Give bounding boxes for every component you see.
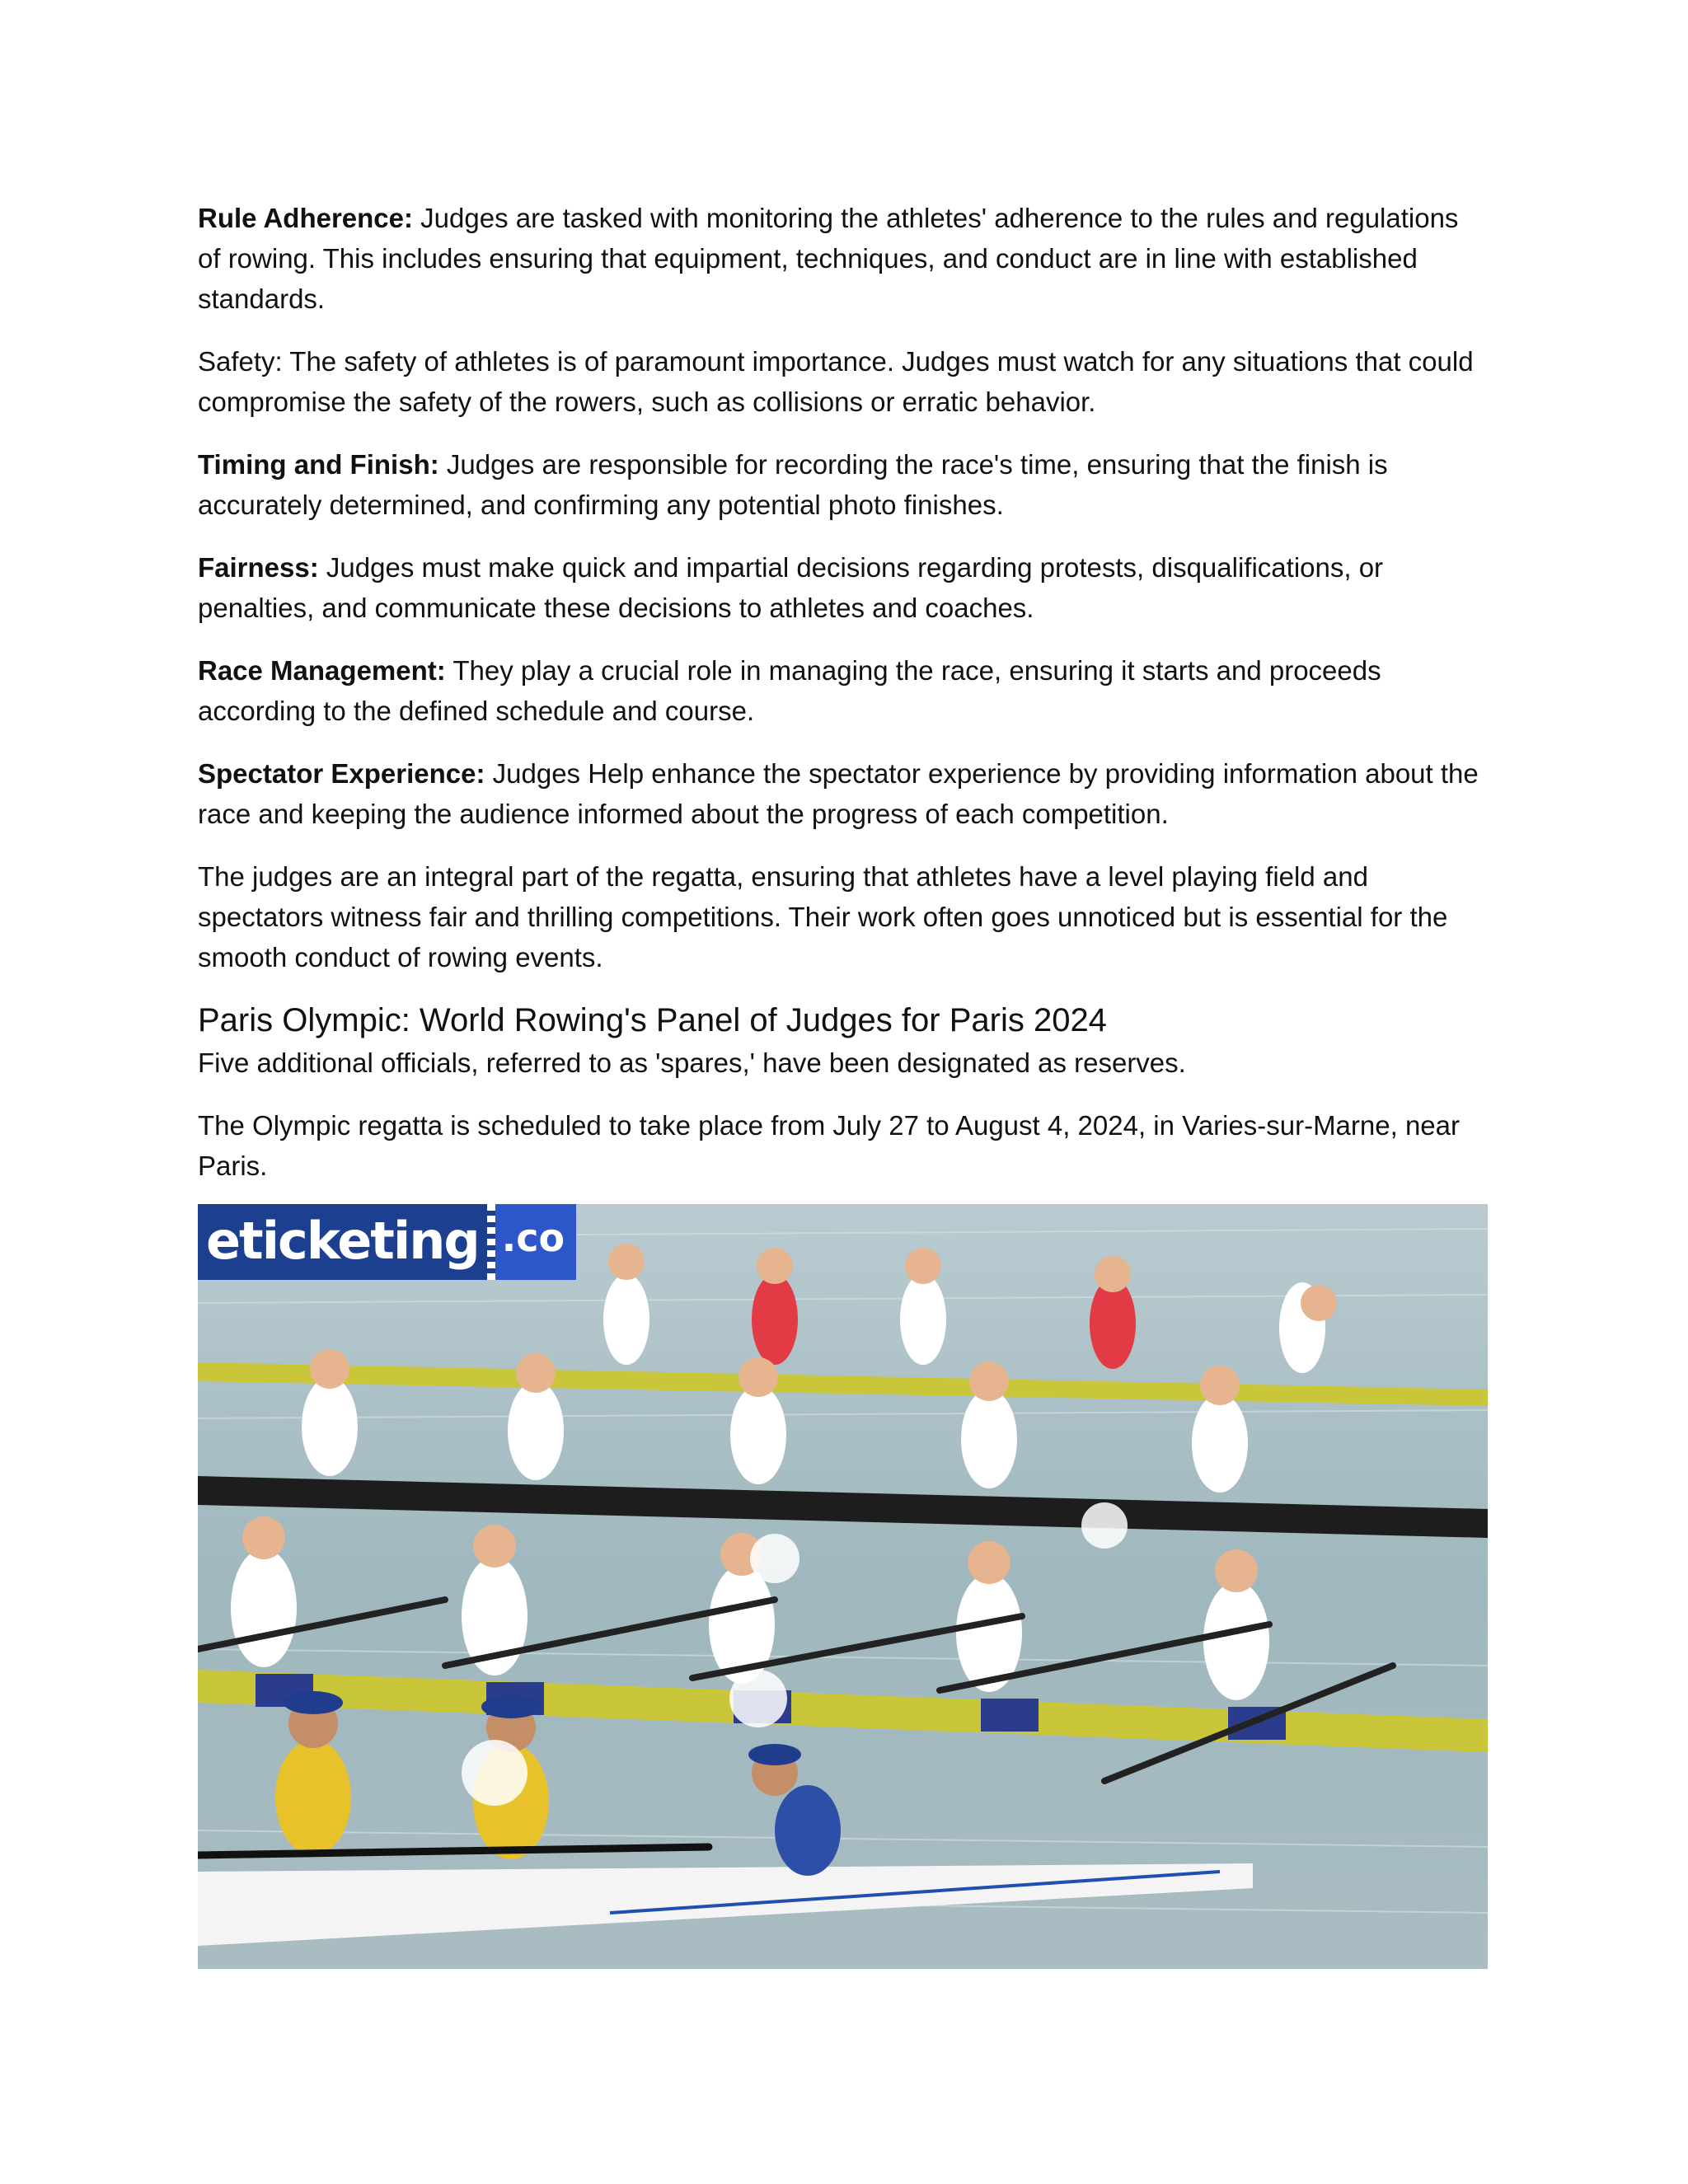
paragraph-text: Judges are responsible for recording the race's time, ensuring that the finish is accurately determined, and confirming any potential photo finishes. [198,449,1388,520]
paragraph-text: Judges must make quick and impartial decisions regarding protests, disqualifications, or penalties, and communicate these decisions to athletes and coaches. [198,552,1384,623]
paragraph-text: Judges Help enhance the spectator experience by providing information about the race and keeping the audience informed about the progress of each competition. [198,758,1479,829]
paragraph-label: Rule Adherence: [198,203,414,233]
logo-divider [487,1204,495,1280]
eticketing-logo [198,1204,576,1280]
paragraph-race-management [198,650,1488,731]
rowing-photo [198,1204,1488,1969]
paragraph-rule-adherence [198,198,1488,319]
paragraph-label: Timing and Finish: [198,449,439,480]
paragraph-text: Safety: The safety of athletes is of paramount importance. Judges must watch for any situations that could compromise the safety of the rowers, such as collisions or erratic behavior. [198,346,1474,417]
paragraph-fairness [198,547,1488,628]
paragraph-timing-and-finish [198,444,1488,525]
document-page [198,198,1488,1969]
logo-domain: .co [495,1204,576,1280]
paragraph-safety [198,341,1488,422]
paragraph-spares: Five additional officials, referred to as 'spares,' have been designated as reserves. [198,1047,1186,1078]
paragraph-label: Spectator Experience: [198,758,485,789]
section-heading: Paris Olympic: World Rowing's Panel of Judges for Paris 2024 [198,1002,1107,1038]
paragraph-regatta-dates: The Olympic regatta is scheduled to take place from July 27 to August 4, 2024, in Varies-sur-Marne, near Paris. [198,1110,1460,1181]
paragraph-text: They play a crucial role in managing the race, ensuring it starts and proceeds according to the defined schedule and course. [198,655,1381,726]
paragraph-label: Fairness: [198,552,319,583]
paragraph-closing: The judges are an integral part of the regatta, ensuring that athletes have a level playing field and spectators witness fair and thrilling competitions. Their work often goes unnoticed but is essential for the smooth conduct of rowing events. [198,861,1448,972]
paragraph-label: Race Management: [198,655,446,686]
paragraph-text: Judges are tasked with monitoring the athletes' adherence to the rules and regulations of rowing. This includes ensuring that equipment, techniques, and conduct are in line with established standards. [198,203,1459,314]
logo-wordmark: eticketing [198,1204,487,1280]
rowing-photo-illustration [198,1204,1488,1969]
paragraph-spectator-experience [198,753,1488,834]
